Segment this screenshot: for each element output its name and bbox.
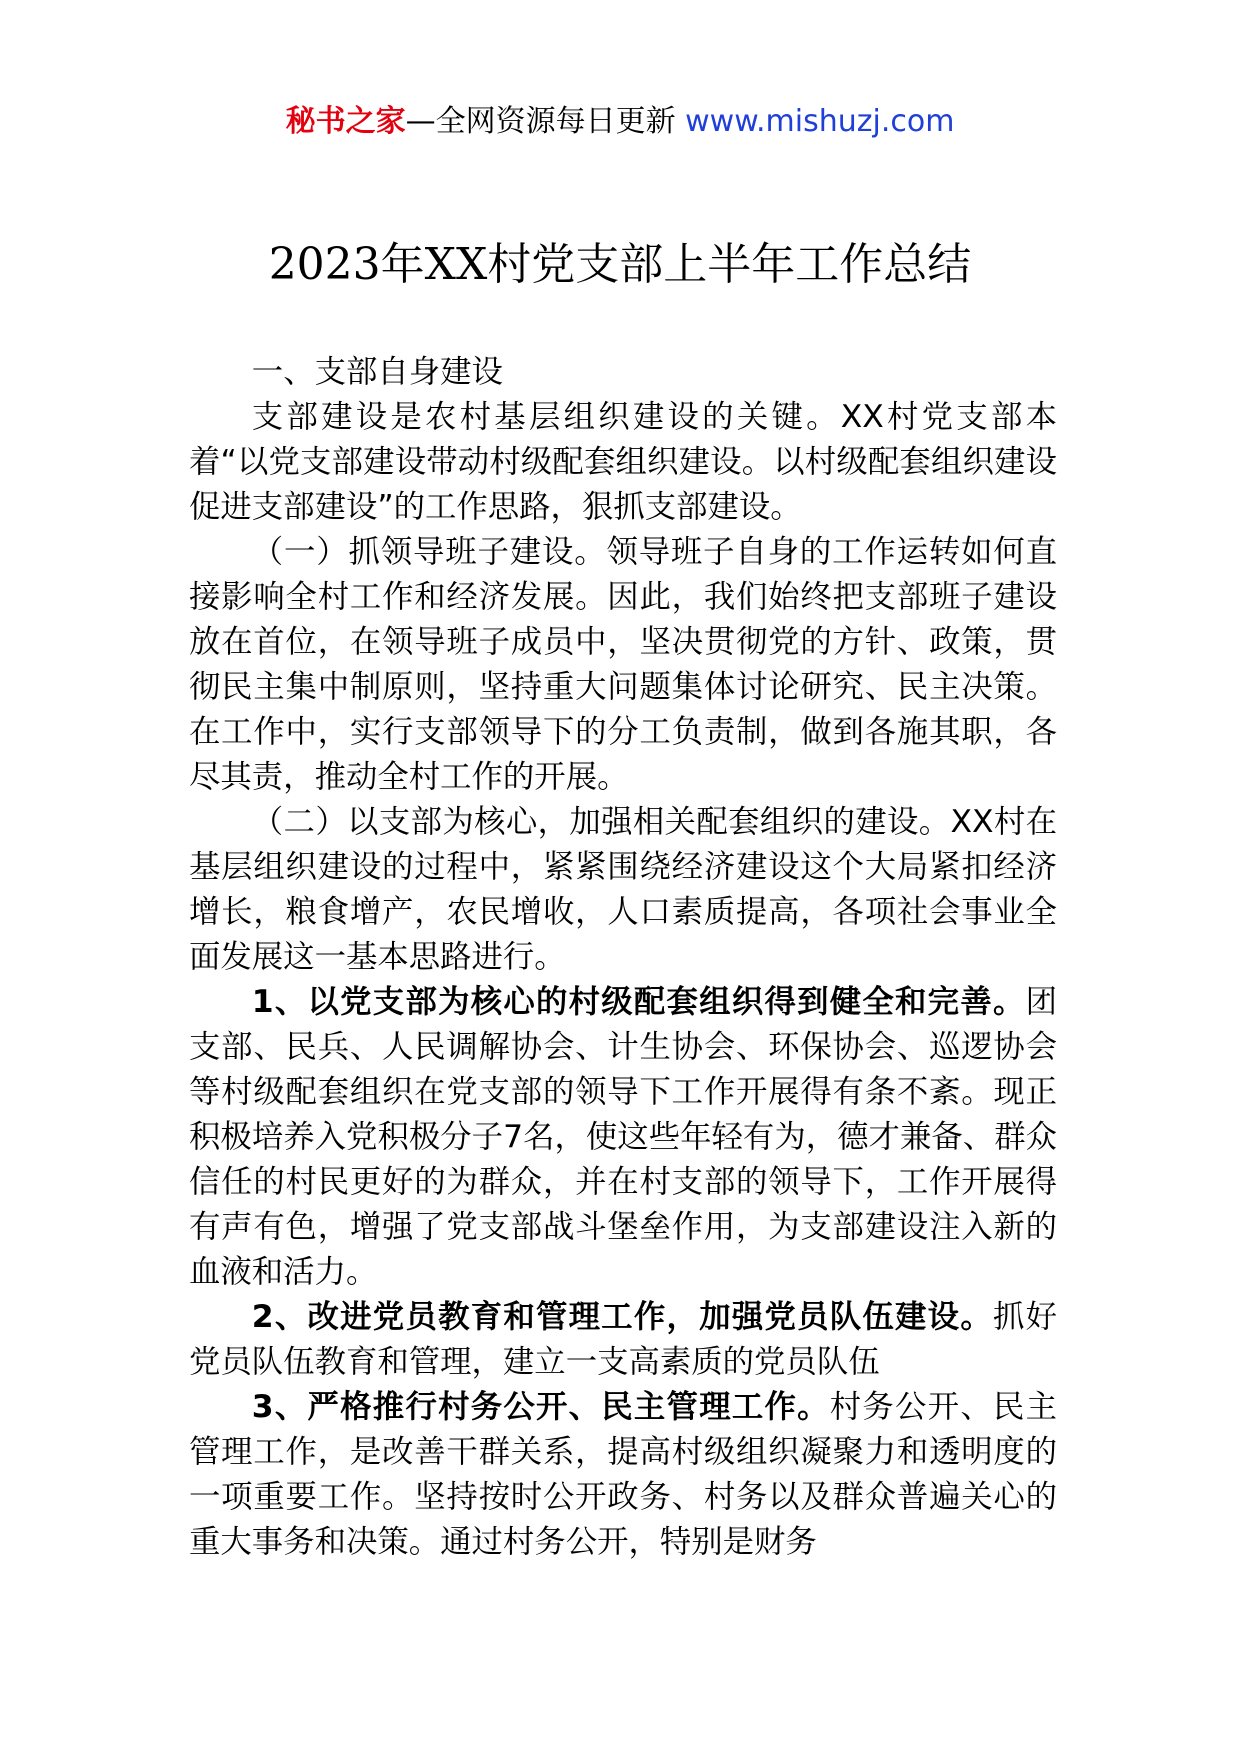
list-item-3-body: 村务公开、民主管理工作，是改善干群关系，提高村级组织凝聚力和透明度的一项重要工作。坚持按时公开政务、村务以及群众普遍关心的重大事务和决策。通过村务公开，特别是财务 — [189, 1389, 1057, 1560]
site-url[interactable]: www.mishuzj.com — [685, 104, 955, 139]
site-brand: 秘书之家 — [285, 104, 406, 139]
section-heading: 一、支部自身建设 — [251, 354, 503, 390]
document-body — [189, 350, 1057, 1565]
list-item-1 — [189, 980, 1057, 1295]
site-header — [0, 100, 1240, 144]
list-item-1-lead: 1、以党支部为核心的村级配套组织得到健全和完善。 — [251, 984, 1026, 1020]
list-item-3 — [189, 1385, 1057, 1565]
paragraph-intro: 支部建设是农村基层组织建设的关键。XX村党支部本着“以党支部建设带动村级配套组织建设。以村级配套组织建设促进支部建设”的工作思路，狠抓支部建设。 — [189, 399, 1057, 525]
list-item-2-lead: 2、改进党员教育和管理工作，加强党员队伍建设。 — [251, 1299, 993, 1335]
document-title: 2023年XX村党支部上半年工作总结 — [268, 239, 972, 290]
list-item-3-lead: 3、严格推行村务公开、民主管理工作。 — [251, 1389, 830, 1425]
list-item-2 — [189, 1295, 1057, 1385]
paragraph-organizations: （二）以支部为核心，加强相关配套组织的建设。XX村在基层组织建设的过程中，紧紧围绕经济建设这个大局紧扣经济增长，粮食增产，农民增收，人口素质提高，各项社会事业全面发展这一基本思路进行。 — [189, 804, 1057, 975]
site-tagline: —全网资源每日更新 — [405, 104, 686, 139]
list-item-2-body: 抓好党员队伍教育和管理，建立一支高素质的党员队伍 — [189, 1299, 1057, 1380]
list-item-1-body: 团支部、民兵、人民调解协会、计生协会、环保协会、巡逻协会等村级配套组织在党支部的领导下工作开展得有条不紊。现正积极培养入党积极分子7名，使这些年轻有为，德才兼备、群众信任的村民更好的为群众，并在村支部的领导下，工作开展得有声有色，增强了党支部战斗堡垒作用，为支部建设注入新的血液和活力。 — [189, 984, 1057, 1290]
paragraph-leadership: （一）抓领导班子建设。领导班子自身的工作运转如何直接影响全村工作和经济发展。因此，我们始终把支部班子建设放在首位，在领导班子成员中，坚决贯彻党的方针、政策，贯彻民主集中制原则，坚持重大问题集体讨论研究、民主决策。在工作中，实行支部领导下的分工负责制，做到各施其职，各尽其责，推动全村工作的开展。 — [189, 534, 1057, 795]
